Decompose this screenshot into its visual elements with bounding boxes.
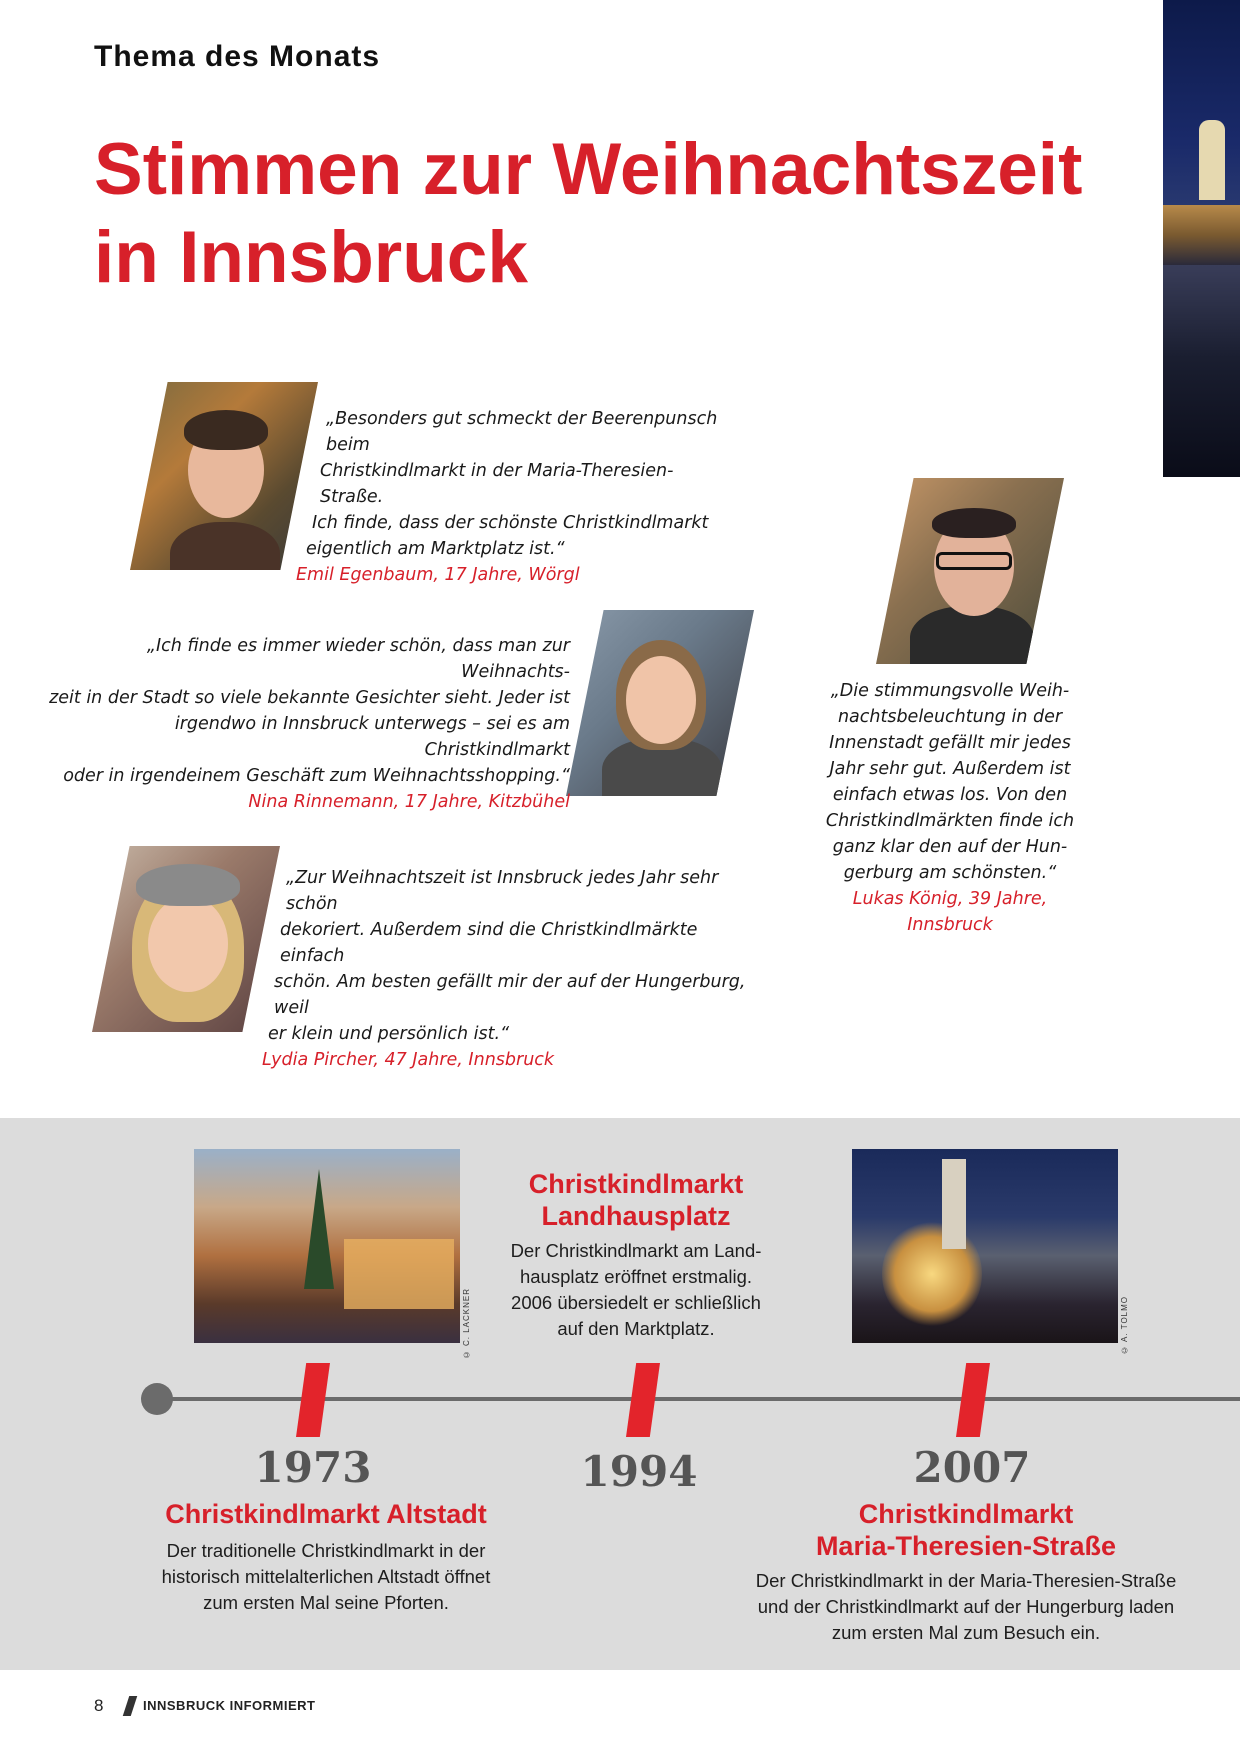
portrait-emil (130, 382, 318, 570)
quote-author: Lukas König, 39 Jahre, (852, 889, 1048, 909)
timeline-body (486, 1238, 786, 1342)
quote-author: Innsbruck (907, 915, 993, 935)
year-1973: 1973 (254, 1443, 372, 1492)
timeline-heading (766, 1498, 1166, 1562)
section-kicker: Thema des Monats (94, 40, 381, 73)
quote-author: Nina Rinnemann, 17 Jahre, Kitzbühel (248, 792, 570, 812)
portrait-lukas (876, 478, 1064, 664)
quote-line: er klein und persönlich ist.“ (268, 1024, 510, 1044)
quote-line: „Ich finde es immer wieder schön, dass man zur Weihnachts- (146, 636, 570, 682)
photo-altstadt-market (194, 1149, 460, 1343)
year-2007: 2007 (913, 1443, 1031, 1492)
footer-slash-mark (123, 1696, 137, 1716)
quote-line: Christkindlmarkt in der Maria-Theresien-Straße. (320, 461, 674, 507)
timeline-heading: Christkindlmarkt Altstadt (165, 1499, 487, 1529)
body-line: hausplatz eröffnet erstmalig. (519, 1266, 753, 1287)
quote-line: ganz klar den auf der Hun- (832, 837, 1068, 857)
photo-credit: © A. TOLMO (1120, 1296, 1129, 1355)
city-lights-shape (1163, 205, 1240, 265)
quote-author: Lydia Pircher, 47 Jahre, Innsbruck (262, 1050, 555, 1070)
quote-line: Ich finde, dass der schönste Christkindlmarkt (312, 513, 709, 533)
timeline-heading (486, 1168, 786, 1232)
quote-line: Jahr sehr gut. Außerdem ist (829, 759, 1071, 779)
quote-line: zeit in der Stadt so viele bekannte Gesichter sieht. Jeder ist (49, 688, 570, 708)
page-number: 8 (94, 1696, 104, 1715)
quote-line: „Die stimmungsvolle Weih- (830, 681, 1070, 701)
publication-name: INNSBRUCK INFORMIERT (143, 1698, 316, 1713)
heading-line: Maria-Theresien-Straße (815, 1531, 1117, 1561)
quote-line: nachtsbeleuchtung in der (837, 707, 1063, 727)
photo-credit: © C. LACKNER (462, 1288, 471, 1360)
quote-nina (40, 633, 570, 815)
page-title: Stimmen zur Weihnachtszeit in Innsbruck (94, 129, 1083, 298)
quote-lukas (820, 678, 1080, 938)
quote-line: irgendwo in Innsbruck unterwegs – sei es am Christkindlmarkt (174, 714, 570, 760)
quote-emil (296, 406, 736, 588)
quote-line: „Besonders gut schmeckt der Beerenpunsch beim (326, 409, 718, 455)
heading-line: Christkindlmarkt (528, 1169, 744, 1199)
timeline-body (126, 1538, 526, 1616)
body-line: historisch mittelalterlichen Altstadt öffnet (161, 1566, 491, 1587)
quote-line: „Zur Weihnachtszeit ist Innsbruck jedes Jahr sehr schön (286, 868, 719, 914)
body-line: Der traditionelle Christkindlmarkt in der (166, 1540, 486, 1561)
quote-line: Innenstadt gefällt mir jedes (829, 733, 1071, 753)
body-line: auf den Marktplatz. (557, 1318, 715, 1339)
body-line: Der Christkindlmarkt am Land- (510, 1240, 762, 1261)
body-line: zum ersten Mal seine Pforten. (203, 1592, 449, 1613)
body-line: und der Christkindlmarkt auf der Hungerburg laden (757, 1596, 1175, 1617)
quote-line: dekoriert. Außerdem sind die Christkindlmärkte einfach (280, 920, 698, 966)
year-1994: 1994 (580, 1447, 698, 1496)
timeline-body (736, 1568, 1196, 1646)
quote-line: oder in irgendeinem Geschäft zum Weihnachtsshopping.“ (63, 766, 570, 786)
photo-maria-theresien-market (852, 1149, 1118, 1343)
quote-lydia (262, 865, 762, 1073)
portrait-lydia (92, 846, 280, 1032)
portrait-nina (566, 610, 754, 796)
quote-line: einfach etwas los. Von den (832, 785, 1068, 805)
body-line: zum ersten Mal zum Besuch ein. (831, 1622, 1101, 1643)
quote-line: Christkindlmärkten finde ich (825, 811, 1075, 831)
body-line: Der Christkindlmarkt in der Maria-Theresien-Straße (755, 1570, 1177, 1591)
quote-line: eigentlich am Marktplatz ist.“ (306, 539, 565, 559)
timeline-start-dot (141, 1383, 173, 1415)
body-line: 2006 übersiedelt er schließlich (511, 1292, 761, 1313)
quote-line: schön. Am besten gefällt mir der auf der Hungerburg, weil (274, 972, 746, 1018)
edge-cityscape-photo (1163, 0, 1240, 477)
quote-line: gerburg am schönsten.“ (843, 863, 1057, 883)
heading-line: Christkindlmarkt (858, 1499, 1074, 1529)
church-tower-shape (1199, 120, 1225, 200)
quote-author: Emil Egenbaum, 17 Jahre, Wörgl (296, 565, 580, 585)
heading-line: Landhausplatz (541, 1201, 731, 1231)
